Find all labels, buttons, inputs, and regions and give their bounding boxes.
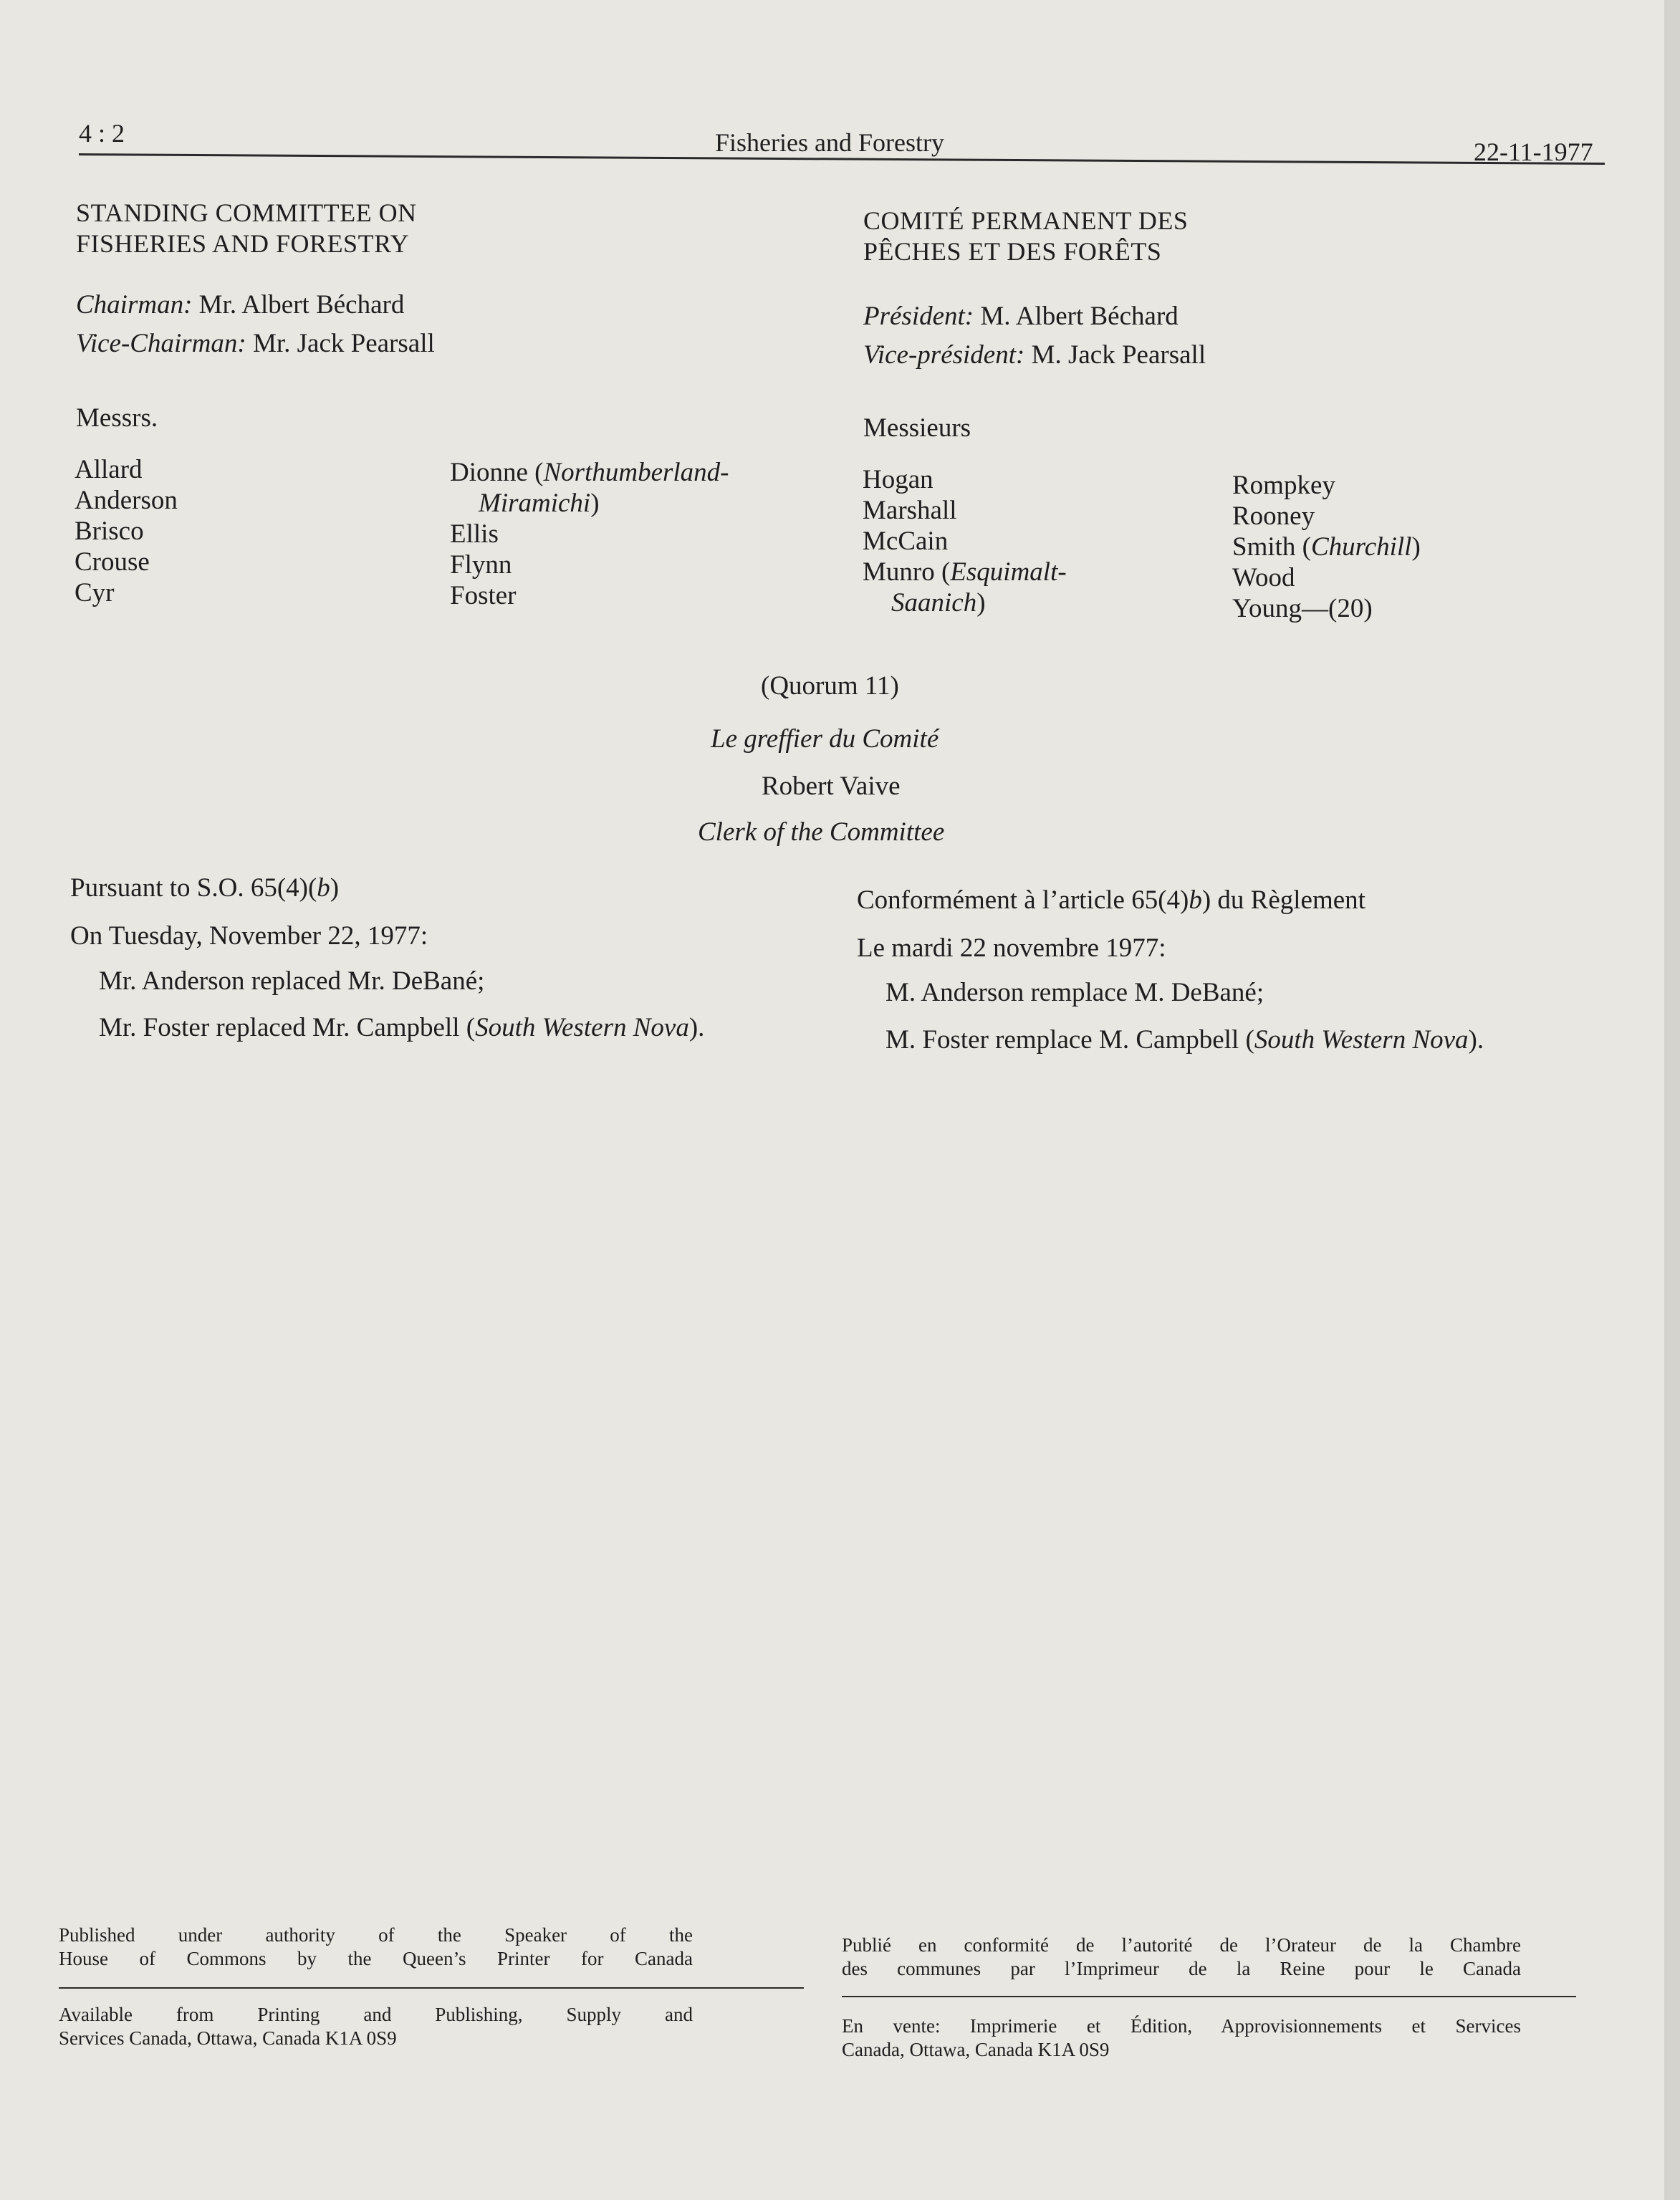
members-en-col1: [75, 454, 178, 608]
members-fr-col1: [863, 464, 1067, 618]
footer-published-en-2: House of Commons by the Queen’s Printer for Canada: [59, 1948, 693, 1969]
committee-title-en-line1: STANDING COMMITTEE ON: [76, 198, 417, 227]
vice-chairman-en-label: Vice-Chairman:: [76, 329, 246, 358]
member-name: Marshall: [863, 496, 957, 525]
chairman-en: [76, 289, 404, 321]
footer-available-en-2: Services Canada, Ottawa, Canada K1A 0S9: [59, 2027, 397, 2049]
committee-title-fr-line1: COMITÉ PERMANENT DES: [863, 206, 1189, 235]
footer-available-fr-1: En vente: Imprimerie et Édition, Approvisionnements et Services: [842, 2015, 1521, 2037]
vice-chairman-en-name: Mr. Jack Pearsall: [252, 329, 435, 358]
members-label-en: Messrs.: [76, 403, 158, 433]
pursuant-fr: Conformément à l’article 65(4)b) du Règlement: [857, 885, 1365, 915]
vice-chairman-en: [76, 328, 435, 360]
member-name: Hogan: [863, 465, 933, 494]
footer-available-en-1: Available from Printing and Publishing, Supply and: [59, 2004, 693, 2025]
running-title: Fisheries and Forestry: [715, 128, 944, 157]
chairman-fr: [863, 301, 1179, 332]
member-name: Flynn: [450, 550, 512, 580]
footer-published-fr-2: des communes par l’Imprimeur de la Reine pour le Canada: [842, 1958, 1521, 1979]
chairman-en-label: Chairman:: [76, 290, 193, 320]
footer-rule-en: [59, 1987, 804, 1989]
change-line-fr-1: M. Anderson remplace M. DeBané;: [885, 978, 1264, 1007]
chairman-en-name: Mr. Albert Béchard: [198, 290, 405, 320]
vice-chairman-fr: [863, 340, 1206, 371]
member-riding: Saanich): [891, 588, 986, 618]
member-name: Cyr: [75, 578, 115, 607]
committee-title-fr: [863, 206, 1188, 267]
quorum-text: (Quorum 11): [761, 671, 899, 701]
member-name-smith: Smith (Churchill): [1232, 532, 1421, 562]
chairman-fr-label: Président:: [863, 302, 974, 331]
clerk-name: Robert Vaive: [762, 772, 901, 801]
member-name: Wood: [1232, 563, 1295, 592]
member-name: Ellis: [450, 519, 499, 549]
member-name-munro: Munro (Esquimalt-: [863, 557, 1067, 587]
change-line-en-1: Mr. Anderson replaced Mr. DeBané;: [99, 966, 485, 996]
member-name: Foster: [450, 581, 517, 610]
member-name: Young—(20): [1232, 594, 1373, 623]
member-name: Rompkey: [1232, 471, 1335, 500]
members-label-fr: Messieurs: [863, 413, 971, 443]
vice-chairman-fr-label: Vice-président:: [863, 340, 1025, 370]
members-en-col2: [450, 457, 729, 611]
date-line-fr: Le mardi 22 novembre 1977:: [857, 933, 1166, 963]
clerk-title-en: Clerk of the Committee: [698, 817, 945, 847]
header-date: 22-11-1977: [1474, 138, 1593, 166]
member-name-dionne: Dionne (Northumberland-: [450, 458, 729, 487]
committee-title-fr-line2: PÊCHES ET DES FORÊTS: [863, 237, 1162, 266]
member-name: Rooney: [1232, 501, 1315, 531]
page-edge-shadow: [1664, 0, 1680, 2200]
member-name: Brisco: [75, 517, 144, 546]
member-name: Anderson: [75, 486, 178, 515]
committee-title-en: [76, 198, 417, 259]
pursuant-en: Pursuant to S.O. 65(4)(b): [70, 873, 340, 903]
committee-title-en-line2: FISHERIES AND FORESTRY: [76, 229, 410, 258]
footer-available-fr-2: Canada, Ottawa, Canada K1A 0S9: [842, 2039, 1110, 2060]
member-riding: Miramichi): [479, 489, 600, 518]
footer-published-en-1: Published under authority of the Speaker of the: [59, 1924, 693, 1946]
change-line-fr-2: M. Foster remplace M. Campbell (South Western Nova).: [885, 1025, 1484, 1055]
date-line-en: On Tuesday, November 22, 1977:: [70, 921, 428, 951]
footer-rule-fr: [842, 1996, 1576, 1997]
page-number: 4 : 2: [79, 119, 125, 148]
member-name: Allard: [75, 455, 143, 484]
member-name: Crouse: [75, 547, 150, 577]
chairman-fr-name: M. Albert Béchard: [980, 302, 1179, 331]
footer-published-fr-1: Publié en conformité de l’autorité de l’Orateur de la Chambre: [842, 1934, 1521, 1956]
members-fr-col2: [1232, 470, 1421, 624]
member-name: McCain: [863, 527, 949, 556]
clerk-title-fr: Le greffier du Comité: [711, 724, 939, 754]
vice-chairman-fr-name: M. Jack Pearsall: [1031, 340, 1206, 370]
change-line-en-2: Mr. Foster replaced Mr. Campbell (South Western Nova).: [99, 1013, 705, 1042]
